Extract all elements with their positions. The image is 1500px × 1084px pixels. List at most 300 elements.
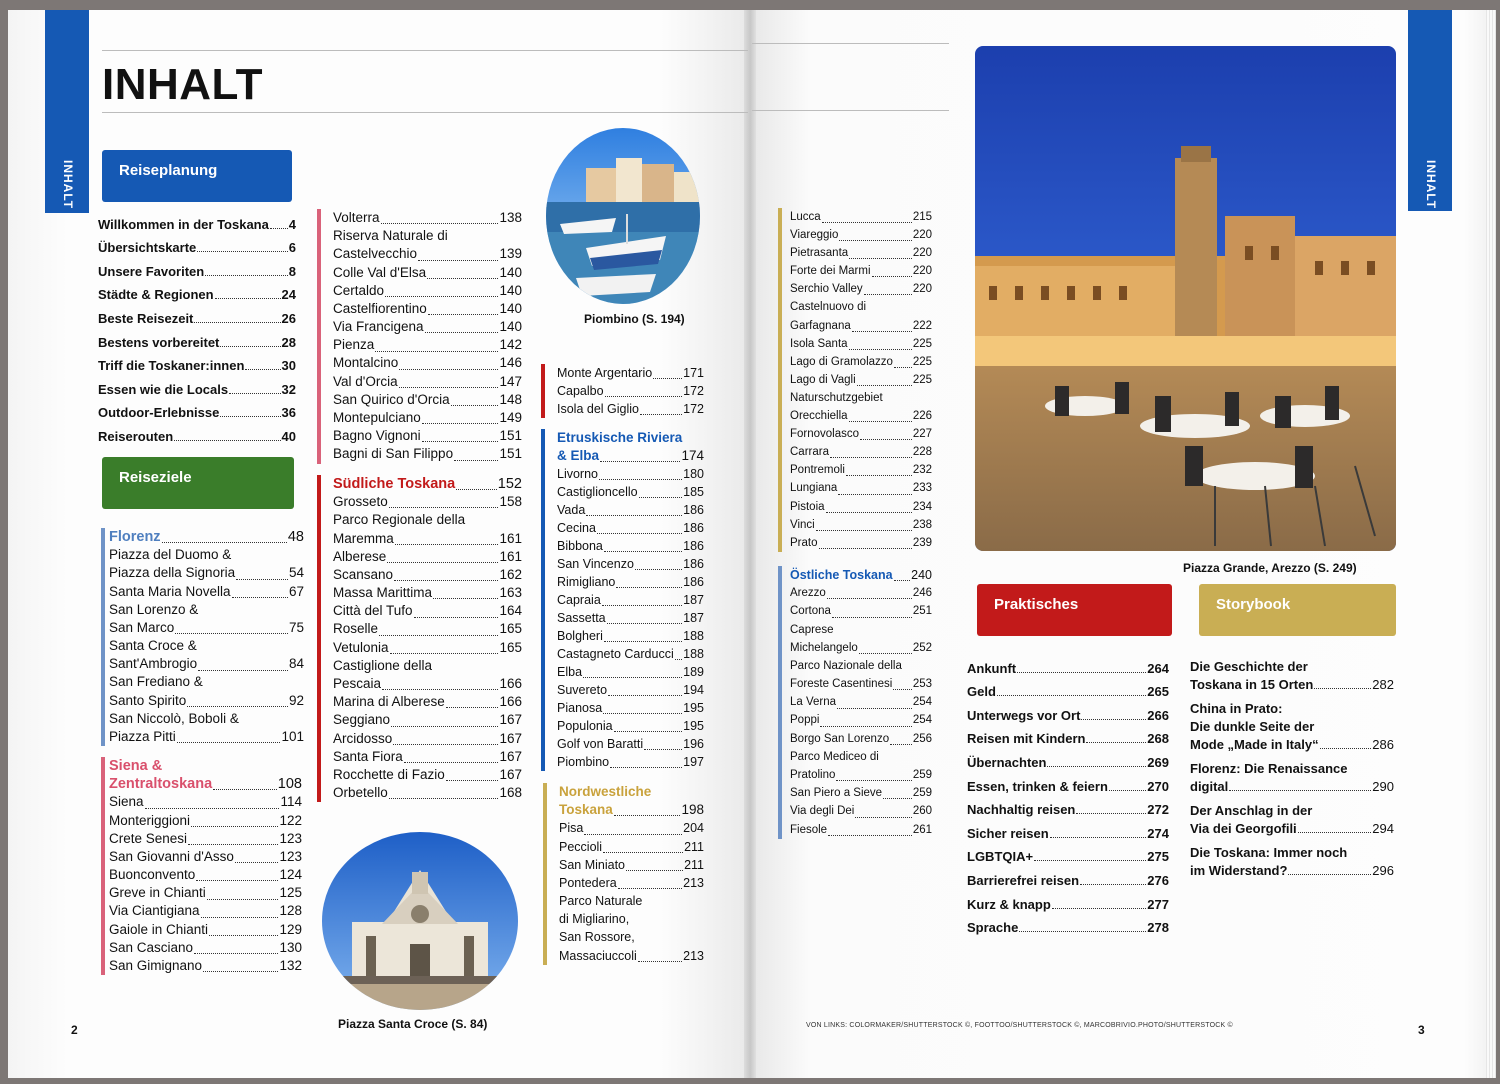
entry-page: 158 — [499, 494, 522, 510]
leader-dots — [828, 835, 912, 836]
entry-name: Fornovolasco — [790, 428, 860, 441]
entry-name: San Miniato — [559, 857, 626, 872]
toc-entry — [109, 866, 302, 884]
toc-entry — [333, 336, 522, 354]
entry-name: Pontedera — [559, 875, 617, 890]
entry-name: San Marco — [109, 619, 175, 635]
toc-entry — [557, 555, 704, 573]
toc-entry — [790, 766, 932, 784]
toc-etruskische-riviera — [541, 429, 704, 771]
toc-entry — [333, 530, 522, 548]
entry-page: 171 — [683, 366, 704, 380]
leader-dots — [414, 617, 499, 618]
side-tab-left — [45, 10, 89, 213]
entry-page: 227 — [912, 428, 932, 441]
toc-entry — [790, 298, 932, 316]
leader-dots — [852, 331, 912, 332]
entry-name: Massaciuccoli — [559, 948, 637, 963]
leader-dots — [220, 346, 280, 347]
entry-name: Castiglione della — [333, 657, 433, 673]
entry-page: 123 — [279, 848, 302, 864]
toc-entry — [790, 748, 932, 766]
entry-list — [559, 783, 704, 965]
entry-page: 142 — [499, 337, 522, 353]
leader-dots — [827, 598, 912, 599]
entry-page: 276 — [1147, 872, 1169, 888]
story-line — [1190, 698, 1394, 716]
toc-praktisches — [967, 652, 1169, 935]
leader-dots — [213, 789, 277, 790]
entry-name: Poppi — [790, 714, 820, 727]
leader-dots — [387, 562, 498, 563]
entry-name: Populonia — [557, 719, 613, 733]
entry-page: 168 — [499, 785, 522, 801]
toc-entry — [333, 748, 522, 766]
toc-entry — [109, 546, 304, 564]
leader-dots — [389, 798, 499, 799]
leader-dots — [454, 460, 498, 461]
heading-page: 240 — [911, 567, 932, 582]
entry-list — [333, 475, 522, 802]
entry-page: 186 — [683, 539, 704, 553]
entry-page: 128 — [279, 903, 302, 919]
leader-dots — [822, 222, 912, 223]
toc-siena-continued — [317, 209, 522, 464]
entry-name: Colle Val d'Elsa — [333, 264, 427, 280]
toc-entry — [559, 856, 704, 874]
toc-entry — [333, 445, 522, 463]
entry-name: Fiesole — [790, 823, 828, 836]
entry-name: Monteriggioni — [109, 812, 191, 828]
toc-entry — [967, 652, 1169, 676]
entry-name: San Piero a Sieve — [790, 787, 883, 800]
toc-entry — [333, 621, 522, 639]
leader-dots — [838, 494, 911, 495]
section-bar — [101, 528, 105, 746]
entry-name: LGBTQIA+ — [967, 849, 1034, 865]
entry-page: 164 — [499, 603, 522, 619]
story-line — [1190, 818, 1394, 836]
leader-dots — [584, 834, 682, 835]
toc-entry — [557, 753, 704, 771]
entry-name: Sassetta — [557, 611, 606, 625]
entry-page: 189 — [683, 665, 704, 679]
entry-page: 161 — [499, 548, 522, 564]
heading-text: Florenz — [109, 528, 161, 545]
entry-name: Unterwegs vor Ort — [967, 707, 1081, 723]
entry-list — [790, 208, 932, 552]
entry-page: 92 — [288, 692, 304, 708]
leader-dots — [399, 369, 498, 370]
entry-page: 195 — [683, 701, 704, 715]
leader-dots — [381, 223, 499, 224]
entry-name: Capalbo — [557, 384, 604, 398]
leader-dots — [418, 260, 498, 261]
leader-dots — [394, 580, 498, 581]
toc-entry — [333, 602, 522, 620]
story-text: Toskana in 15 Orten — [1190, 677, 1314, 692]
leader-dots — [604, 551, 682, 552]
toc-entry — [98, 420, 296, 444]
leader-dots — [653, 378, 682, 379]
toc-entry — [333, 766, 522, 784]
entry-name: di Migliarino, — [559, 912, 630, 927]
entry-name: Castelnuovo di — [790, 301, 867, 314]
toc-entry — [333, 566, 522, 584]
leader-dots — [187, 706, 288, 707]
entry-page: 167 — [499, 730, 522, 746]
entry-page: 24 — [281, 287, 296, 303]
story-line — [1190, 716, 1394, 734]
leader-dots — [1034, 860, 1146, 861]
story-page: 290 — [1372, 779, 1394, 794]
toc-entry — [333, 675, 522, 693]
entry-page: 259 — [912, 769, 932, 782]
toc-entry — [557, 519, 704, 537]
entry-name: Borgo San Lorenzo — [790, 732, 890, 745]
toc-entry — [967, 817, 1169, 841]
entry-name: Riserva Naturale di — [333, 228, 448, 244]
entry-page: 84 — [288, 656, 304, 672]
entry-page: 194 — [683, 683, 704, 697]
entry-name: Massa Marittima — [333, 585, 433, 601]
story-text: Die dunkle Seite der — [1190, 719, 1315, 734]
entry-page: 180 — [683, 467, 704, 481]
leader-dots — [235, 862, 279, 863]
heading-text: Siena & — [109, 757, 163, 774]
entry-name: Grosseto — [333, 494, 388, 510]
toc-entry — [109, 692, 304, 710]
leader-dots — [599, 479, 682, 480]
entry-list — [109, 528, 304, 746]
leader-dots — [1019, 931, 1146, 932]
photo-piombino — [546, 128, 700, 304]
entry-name: San Rossore, — [559, 930, 635, 945]
entry-name: Pistoia — [790, 500, 825, 513]
leader-dots — [1052, 908, 1147, 909]
entry-name: Nachhaltig reisen — [967, 802, 1076, 818]
story-page: 286 — [1372, 737, 1394, 752]
entry-name: Pianosa — [557, 701, 603, 715]
entry-page: 254 — [912, 696, 932, 709]
story-text: digital — [1190, 779, 1229, 794]
leader-dots — [849, 258, 912, 259]
leader-dots — [1320, 748, 1372, 749]
toc-entry — [790, 479, 932, 497]
entry-page: 220 — [912, 229, 932, 242]
entry-name: Essen wie die Locals — [98, 381, 229, 397]
leader-dots — [608, 695, 682, 696]
entry-name: Parco Mediceo di — [790, 750, 879, 763]
entry-page: 197 — [683, 755, 704, 769]
story-text: Florenz: Die Renaissance — [1190, 761, 1348, 776]
entry-name: Elba — [557, 665, 583, 679]
entry-name: Rocchette di Fazio — [333, 766, 445, 782]
toc-suedliche-toskana — [317, 475, 522, 802]
section-bar — [543, 783, 547, 965]
toc-entry — [333, 427, 522, 445]
entry-name: Städte & Regionen — [98, 287, 214, 303]
entry-name: Barrierefrei reisen — [967, 872, 1080, 888]
toc-entry — [109, 728, 304, 746]
toc-storybook — [1190, 656, 1394, 884]
entry-list — [557, 429, 704, 771]
story-page: 296 — [1372, 863, 1394, 878]
entry-page: 8 — [288, 263, 296, 279]
entry-name: Vetulonia — [333, 639, 389, 655]
entry-page: 256 — [912, 732, 932, 745]
heading-text: Nordwestliche — [559, 783, 652, 799]
entry-page: 260 — [912, 805, 932, 818]
leader-dots — [404, 762, 499, 763]
toc-entry — [790, 784, 932, 802]
entry-name: Cecina — [557, 521, 596, 535]
entry-page: 167 — [499, 748, 522, 764]
leader-dots — [207, 899, 279, 900]
leader-dots — [859, 653, 912, 654]
entry-page: 272 — [1147, 802, 1169, 818]
toc-entry — [333, 355, 522, 373]
toc-entry — [109, 601, 304, 619]
section-heading — [109, 775, 302, 793]
entry-page: 222 — [912, 319, 932, 332]
entry-page: 268 — [1147, 731, 1169, 747]
entry-page: 125 — [279, 885, 302, 901]
entry-name: Piazza del Duomo & — [109, 547, 232, 563]
toc-entry — [790, 712, 932, 730]
story-page: 294 — [1372, 821, 1394, 836]
story-line — [1190, 860, 1394, 878]
toc-entry — [109, 793, 302, 811]
entry-page: 220 — [912, 247, 932, 260]
heading-page: 174 — [681, 448, 704, 463]
entry-page: 167 — [499, 712, 522, 728]
entry-name: Michelangelo — [790, 641, 858, 654]
entry-name: San Frediano & — [109, 674, 203, 690]
toc-entry — [333, 584, 522, 602]
entry-page: 151 — [499, 428, 522, 444]
toc-monte-argentario — [541, 364, 704, 418]
toc-entry — [967, 888, 1169, 912]
toc-entry — [790, 443, 932, 461]
heading-text: Toskana — [559, 802, 613, 818]
toc-entry — [98, 373, 296, 397]
entry-name: Essen, trinken & feiern — [967, 778, 1108, 794]
side-tab-right — [1408, 10, 1452, 211]
toc-entry — [557, 681, 704, 699]
toc-entry — [790, 602, 932, 620]
toc-entry — [557, 400, 704, 418]
story-entry — [1190, 842, 1394, 878]
leader-dots — [610, 767, 682, 768]
toc-entry — [790, 389, 932, 407]
entry-page: 36 — [281, 405, 296, 421]
toc-entry — [333, 693, 522, 711]
entry-page: 161 — [499, 530, 522, 546]
entry-name: Lucca — [790, 211, 821, 223]
caption-piombino: Piombino (S. 194) — [584, 312, 685, 326]
entry-page: 252 — [912, 641, 932, 654]
story-text: Mode „Made in Italy“ — [1190, 737, 1319, 752]
toc-entry — [557, 609, 704, 627]
entry-page: 186 — [683, 521, 704, 535]
entry-page: 166 — [499, 694, 522, 710]
entry-page: 75 — [288, 619, 304, 635]
top-rule — [102, 50, 748, 51]
toc-entry — [333, 639, 522, 657]
entry-page: 40 — [281, 428, 296, 444]
heading-page: 108 — [277, 776, 302, 793]
toc-entry — [557, 501, 704, 519]
leader-dots — [616, 587, 682, 588]
story-text: Die Toskana: Immer noch — [1190, 845, 1348, 860]
entry-page: 195 — [683, 719, 704, 733]
entry-name: Pontremoli — [790, 464, 845, 477]
entry-page: 265 — [1147, 684, 1169, 700]
entry-page: 261 — [912, 823, 932, 836]
entry-name: Viareggio — [790, 229, 839, 242]
leader-dots — [201, 917, 279, 918]
leader-dots — [614, 731, 683, 732]
story-text: China in Prato: — [1190, 701, 1283, 716]
toc-entry — [109, 674, 304, 692]
toc-entry — [557, 573, 704, 591]
entry-page: 26 — [281, 310, 296, 326]
section-bar — [778, 208, 782, 552]
leader-dots — [382, 689, 498, 690]
section-heading — [333, 475, 522, 493]
heading-page: 152 — [497, 475, 522, 492]
toc-entry — [109, 921, 302, 939]
entry-name: Foreste Casentinesi — [790, 678, 893, 691]
toc-entry — [557, 645, 704, 663]
leader-dots — [832, 617, 912, 618]
entry-name: Suvereto — [557, 683, 608, 697]
toc-entry — [98, 279, 296, 303]
entry-page: 123 — [279, 830, 302, 846]
leader-dots — [586, 515, 682, 516]
entry-name: Beste Reisezeit — [98, 310, 194, 326]
leader-dots — [395, 544, 499, 545]
entry-page: 232 — [912, 464, 932, 477]
section-heading — [557, 429, 704, 447]
entry-page: 167 — [499, 766, 522, 782]
story-entry — [1190, 656, 1394, 692]
entry-page: 266 — [1147, 707, 1169, 723]
entry-page: 278 — [1147, 920, 1169, 936]
entry-page: 277 — [1147, 896, 1169, 912]
entry-name: Buonconvento — [109, 867, 196, 883]
leader-dots — [894, 367, 912, 368]
entry-name: Triff die Toskaner:innen — [98, 358, 245, 374]
entry-page: 4 — [288, 216, 296, 232]
side-tab-label-right: INHALT — [1424, 160, 1438, 210]
entry-name: San Quirico d'Orcia — [333, 391, 450, 407]
story-text: im Widerstand? — [1190, 863, 1288, 878]
section-heading — [109, 757, 302, 775]
section-header-reiseplanung: Reiseplanung — [102, 150, 292, 202]
toc-entry — [98, 255, 296, 279]
entry-name: Geld — [967, 684, 996, 700]
toc-entry — [333, 493, 522, 511]
toc-entry — [790, 730, 932, 748]
entry-name: Greve in Chianti — [109, 885, 206, 901]
entry-name: Monte Argentario — [557, 366, 653, 380]
toc-siena — [101, 757, 302, 975]
leader-dots — [162, 542, 287, 543]
story-text: Via dei Georgofili — [1190, 821, 1297, 836]
section-header-praktisches: Praktisches — [977, 584, 1172, 636]
leader-dots — [427, 278, 498, 279]
toc-entry — [559, 838, 704, 856]
toc-entry — [98, 208, 296, 232]
entry-page: 122 — [279, 812, 302, 828]
toc-entry — [790, 317, 932, 335]
entry-name: Val d'Orcia — [333, 373, 398, 389]
leader-dots — [1081, 719, 1146, 720]
entry-name: Orbetello — [333, 785, 388, 801]
toc-entry — [109, 957, 302, 975]
entry-page: 114 — [280, 794, 302, 810]
section-bar — [541, 429, 545, 771]
photo-santa-croce — [322, 832, 518, 1010]
leader-dots — [1047, 766, 1146, 767]
toc-entry — [333, 264, 522, 282]
entry-name: San Gimignano — [109, 958, 203, 974]
toc-entry — [559, 819, 704, 837]
entry-page: 146 — [499, 355, 522, 371]
toc-entry — [790, 371, 932, 389]
section-bar — [778, 566, 782, 839]
entry-page: 140 — [499, 300, 522, 316]
entry-page: 6 — [288, 240, 296, 256]
toc-nordwestliche-toskana — [543, 783, 704, 965]
section-header-reiseziele: Reiseziele — [102, 457, 294, 509]
entry-name: Castelvecchio — [333, 246, 418, 262]
entry-list — [333, 209, 522, 464]
entry-name: Outdoor-Erlebnisse — [98, 405, 220, 421]
entry-name: Bibbona — [557, 539, 603, 553]
entry-name: Cortona — [790, 605, 831, 618]
leader-dots — [1050, 837, 1147, 838]
toc-entry — [967, 794, 1169, 818]
heading-text: & Elba — [557, 448, 600, 463]
leader-dots — [855, 817, 911, 818]
entry-name: Peccioli — [559, 839, 603, 854]
leader-dots — [890, 744, 912, 745]
entry-page: 233 — [912, 482, 932, 495]
heading-page: 48 — [287, 528, 304, 545]
entry-name: Montalcino — [333, 355, 399, 371]
leader-dots — [614, 815, 681, 816]
story-line — [1190, 800, 1394, 818]
leader-dots — [602, 605, 682, 606]
leader-dots — [1229, 790, 1371, 791]
section-heading — [557, 447, 704, 465]
toc-entry — [559, 874, 704, 892]
toc-entry — [333, 245, 522, 263]
entry-name: Città del Tufo — [333, 603, 413, 619]
toc-entry — [790, 516, 932, 534]
leader-dots — [997, 695, 1146, 696]
entry-name: Caprese — [790, 623, 834, 636]
entry-page: 211 — [684, 857, 704, 872]
story-entry — [1190, 758, 1394, 794]
toc-entry — [790, 208, 932, 226]
toc-entry — [967, 864, 1169, 888]
entry-name: Arezzo — [790, 587, 826, 600]
entry-name: Castiglioncello — [557, 485, 638, 499]
